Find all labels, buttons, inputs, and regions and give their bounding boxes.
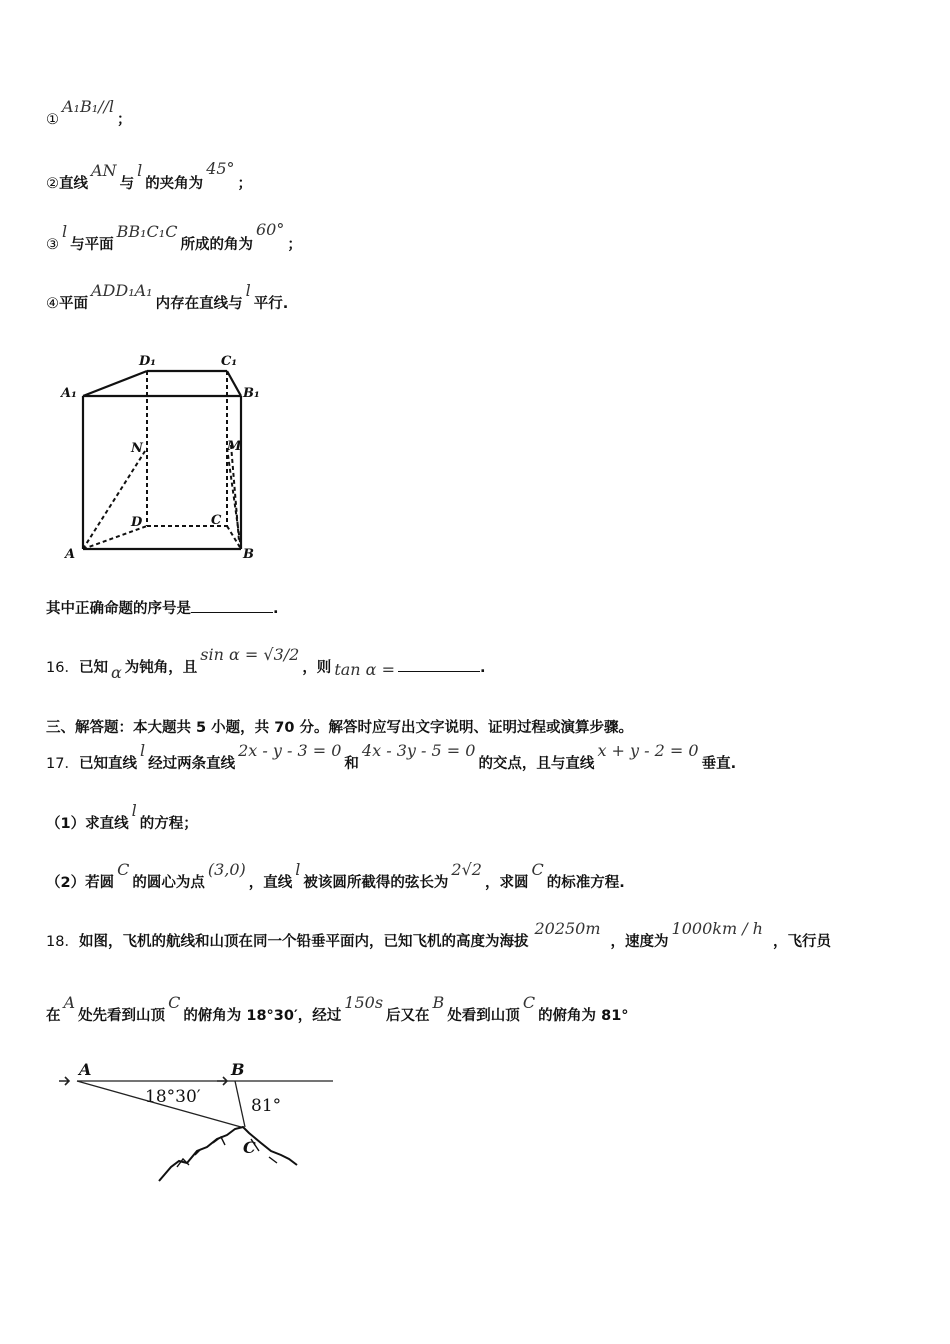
label-M: M [227, 439, 242, 454]
label-C: C [211, 513, 222, 528]
statement-4: ④平面ADD₁A₁内存在直线与l平行. [46, 281, 289, 312]
q15-answer-line: 其中正确命题的序号是 . [46, 597, 279, 618]
label-D: D [131, 515, 143, 530]
label-A: A [65, 547, 76, 562]
label-B1: B₁ [243, 386, 260, 401]
math: A₁B₁//l [62, 97, 115, 116]
label-C1: C₁ [221, 354, 238, 369]
question-18: 18．如图，飞机的航线和山顶在同一个铅垂平面内，已知飞机的高度为海拔20250m，速度为1000km / h，飞行员 [46, 919, 831, 950]
q17-part-2: （2）若圆C的圆心为点(3,0)，直线l被该圆所截得的弦长为2√2，求圆C的标准方程. [46, 860, 625, 891]
flight-figure [55, 1055, 345, 1190]
statement-1: ①A₁B₁//l； [46, 97, 132, 128]
q17-part-1: （1）求直线l的方程； [46, 801, 198, 832]
answer-blank [191, 598, 273, 613]
label-A1: A₁ [61, 386, 77, 401]
statement-3: ③l与平面BB₁C₁C所成的角为60°； [46, 220, 302, 253]
statement-2: ②直线AN与l的夹角为45°； [46, 159, 253, 192]
label-A: A [79, 1060, 92, 1079]
label-D1: D₁ [139, 354, 156, 369]
angle-A: 18°30′ [145, 1087, 201, 1107]
answer-blank [398, 657, 480, 672]
prism-figure [55, 345, 275, 570]
mountain-icon [159, 1127, 297, 1181]
label-B: B [231, 1060, 245, 1079]
section-title: 三、解答题：本大题共 5 小题，共 70 分。解答时应写出文字说明、证明过程或演算步骤。 [46, 720, 633, 736]
question-16: 16．已知 α 为钝角，且sin α = √3/2，则 tan α = . [46, 645, 486, 682]
q18-line-2: 在A处先看到山顶C的俯角为 18°30′，经过150s后又在B处看到山顶C的俯角为 81° [46, 993, 629, 1024]
label-N: N [131, 441, 143, 456]
label-B: B [243, 547, 254, 562]
angle-B: 81° [251, 1096, 282, 1116]
label-C: C [243, 1138, 256, 1157]
marker: ① [46, 112, 59, 128]
question-17: 17．已知直线l经过两条直线2x - y - 3 = 0和4x - 3y - 5 = 0的交点，且与直线x + y - 2 = 0垂直. [46, 741, 737, 772]
